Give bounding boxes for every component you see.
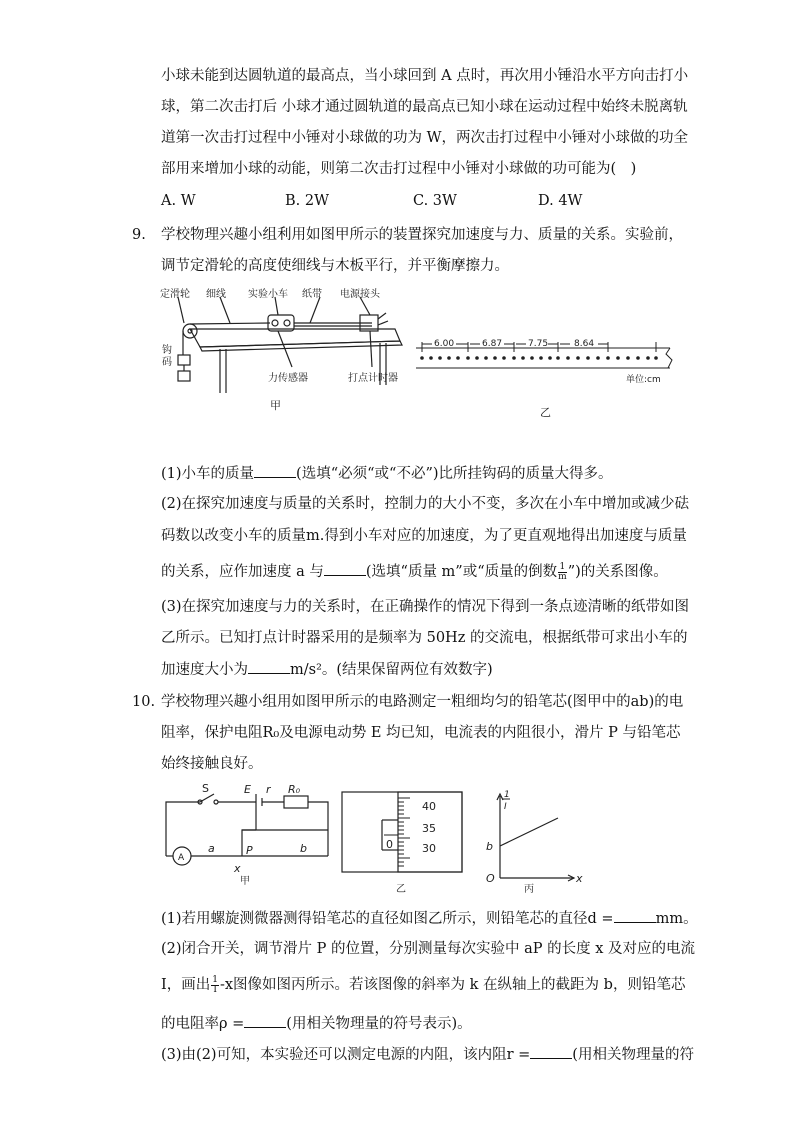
q10-part-2-line-3: 的电阻率ρ = (用相关物理量的符号表示)。 (161, 1013, 472, 1034)
q9-figure-yi (412, 330, 676, 450)
resistor-icon (284, 796, 308, 808)
string (190, 323, 270, 324)
q10-number: 10. (132, 694, 156, 710)
q8-option-b: B. 2W (285, 193, 330, 209)
q10-part-1: (1)若用螺旋测微器测得铅笔芯的直径如图乙所示，则铅笔芯的直径d = mm。 (161, 908, 698, 929)
answer-blank[interactable] (244, 1013, 286, 1028)
label-car: 实验小车 (248, 289, 288, 300)
segment-4: 8.64 (574, 339, 595, 349)
tape-dots (420, 356, 658, 360)
graph-line (500, 818, 558, 846)
q9-part-2-line-2: 码数以改变小车的质量m.得到小车对应的加速度，为了更直观地得出加速度与质量 (161, 528, 687, 544)
caption-jia: 甲 (240, 876, 250, 887)
y-label-numerator: 1 (504, 790, 510, 800)
label-power: 电源接头 (340, 289, 380, 300)
q9-part-3-line-3: 加速度大小为 m/s²。(结果保留两位有效数字) (161, 659, 493, 680)
q10-intro-2: 阻率，保护电阻R₀及电源电动势 E 均已知，电流表的内阻很小，滑片 P 与铅笔芯 (161, 725, 681, 741)
label-r0: R₀ (288, 783, 301, 796)
label-r: r (266, 783, 271, 796)
label-b: b (300, 842, 307, 855)
caption-bing: 丙 (524, 884, 534, 895)
q9-part-3-line-2: 乙所示。已知打点计时器采用的是频率为 50Hz 的交流电，根据纸带可求出小车的 (161, 630, 688, 646)
label-a-meter: A (178, 853, 185, 863)
micrometer-frame (342, 792, 462, 872)
q8-line-3: 道第一次击打过程中小锤对小球做的功为 W，两次击打过程中小锤对小球做的功全 (161, 130, 689, 146)
q9-number: 9. (132, 227, 146, 243)
q10-intro-3: 始终接触良好。 (161, 756, 263, 772)
label-timer: 打点计时器 (348, 373, 398, 384)
segment-3: 7.75 (528, 339, 549, 349)
q9-part-3-line-1: (3)在探究加速度与力的关系时，在正确操作的情况下得到一条点迹清晰的纸带如图 (161, 599, 690, 615)
label-hook-1: 钩 (162, 345, 172, 356)
label-x: x (234, 862, 241, 875)
caption-jia: 甲 (270, 399, 281, 412)
unit-label: 单位:cm (626, 375, 661, 385)
weight-icon (178, 355, 190, 365)
y-label-denominator: I (504, 802, 507, 812)
answer-blank[interactable] (324, 561, 366, 576)
q9-figure-jia (160, 285, 410, 415)
q9-intro-1: 学校物理兴趣小组利用如图甲所示的装置探究加速度与力、质量的关系。实验前， (161, 227, 683, 243)
q10-figure-bing (480, 786, 586, 896)
scale-zero: 0 (386, 838, 393, 851)
q8-line-1: 小球未能到达圆轨道的最高点，当小球回到 A 点时，再次用小锤沿水平方向击打小 (161, 68, 689, 84)
answer-blank[interactable] (254, 463, 296, 478)
q8-line-2: 球，第二次击打后 小球才通过圆轨道的最高点已知小球在运动过程中始终未脱离轨 (161, 99, 688, 115)
q10-figure-jia (160, 782, 340, 892)
label-s: S (202, 782, 209, 795)
caption-yi: 乙 (396, 884, 406, 895)
x-label: x (576, 872, 583, 885)
answer-blank[interactable] (248, 659, 290, 674)
label-force-sensor: 力传感器 (268, 373, 308, 384)
origin-label: O (486, 872, 495, 885)
q10-part-2-line-1: (2)闭合开关，调节滑片 P 的位置，分别测量每次实验中 aP 的长度 x 及对应的电流 (161, 941, 696, 957)
caption-yi: 乙 (540, 406, 551, 419)
q9-part-2-line-1: (2)在探究加速度与质量的关系时，控制力的大小不变，多次在小车中增加或减少砝 (161, 496, 690, 512)
intercept-label: b (486, 840, 493, 853)
label-hook-2: 码 (162, 357, 172, 368)
q10-part-3: (3)由(2)可知，本实验还可以测定电源的内阻，该内阻r = (用相关物理量的符 (161, 1044, 694, 1065)
micrometer-scale (384, 798, 410, 866)
label-string: 细线 (206, 289, 226, 300)
q8-option-a: A. W (161, 193, 196, 209)
answer-blank[interactable] (530, 1044, 572, 1059)
q9-intro-2: 调节定滑轮的高度使细线与木板平行，并平衡摩擦力。 (161, 258, 509, 274)
label-tape: 纸带 (302, 289, 322, 300)
scale-35: 35 (422, 822, 436, 835)
scale-30: 30 (422, 842, 436, 855)
q10-part-2-line-2: I，画出 $\frac{1}{I}$ -x图像如图丙所示。若该图像的斜率为 k 在纵轴上的截距为 b，则铅笔芯 (161, 974, 686, 995)
label-e: E (244, 783, 251, 796)
q8-option-c: C. 3W (413, 193, 457, 209)
answer-blank[interactable] (614, 908, 656, 923)
q9-part-1: (1)小车的质量 (选填“必须“或“不必”)比所挂钩码的质量大得多。 (161, 463, 613, 484)
label-p: P (246, 844, 253, 857)
label-pulley: 定滑轮 (160, 289, 190, 300)
q10-figure-yi (340, 790, 466, 900)
segment-1: 6.00 (434, 339, 455, 349)
q8-option-d: D. 4W (538, 193, 583, 209)
fraction-1-over-i: $\frac{1}{I}$ (212, 974, 218, 995)
q9-part-2-line-3: 的关系，应作加速度 a 与 (选填“质量 m”或“质量的倒数 $\frac{1}{m}$ ”)的关系图像。 (161, 561, 668, 582)
segment-2: 6.87 (482, 339, 503, 349)
scale-40: 40 (422, 800, 436, 813)
q10-intro-1: 学校物理兴趣小组用如图甲所示的电路测定一粗细均匀的铅笔芯(图甲中的ab)的电 (161, 694, 684, 710)
fraction-1-over-m: $\frac{1}{m}$ (558, 561, 567, 582)
pulley-icon (183, 324, 197, 338)
label-a: a (208, 842, 215, 855)
q8-line-4: 部用来增加小球的动能，则第二次击打过程中小锤对小球做的功可能为( ) (161, 161, 637, 177)
